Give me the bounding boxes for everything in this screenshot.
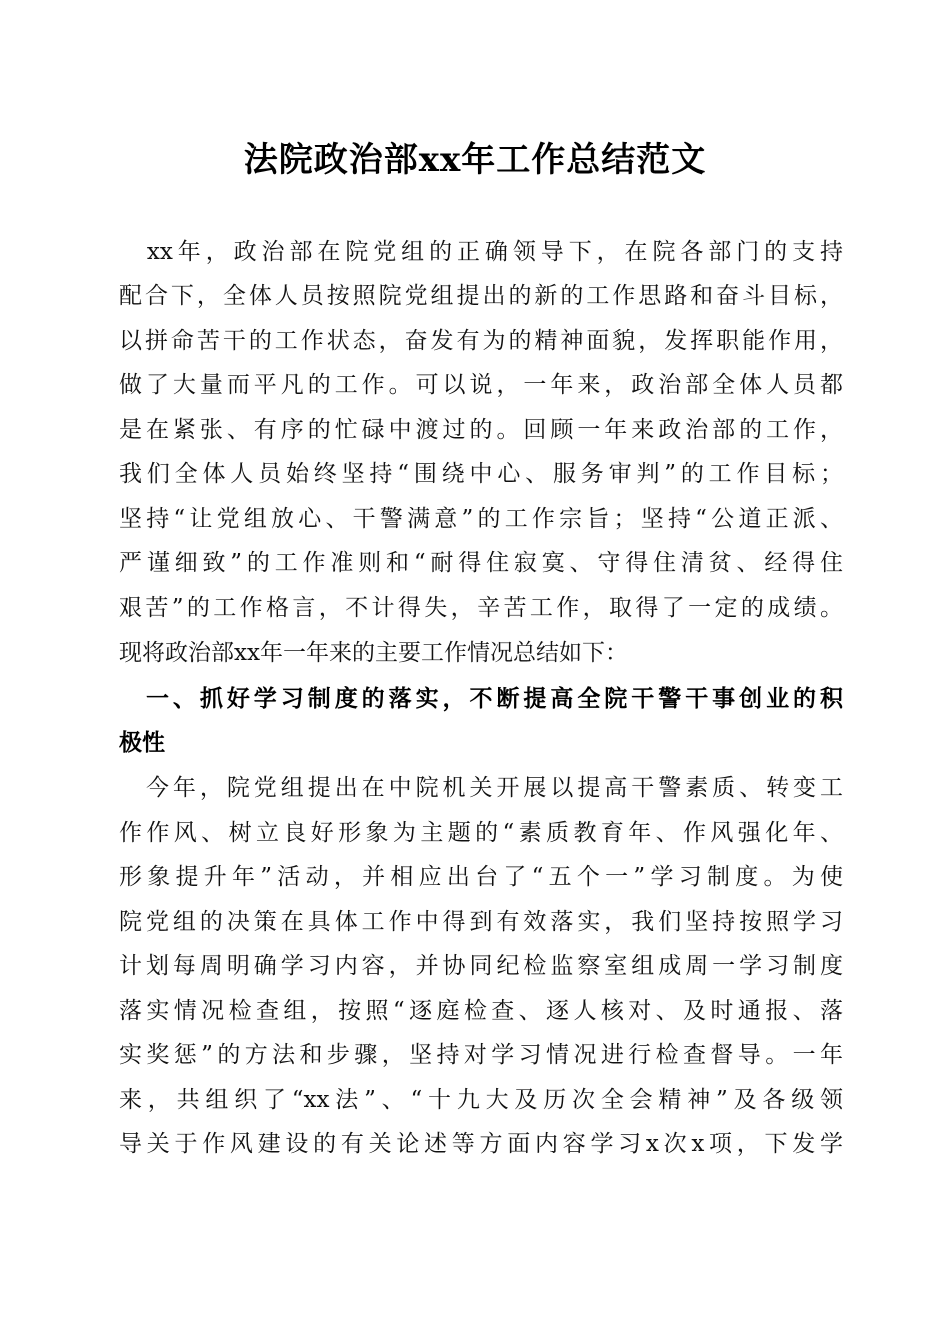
paragraph-line: 严谨细致”的工作准则和“耐得住寂寞、守得住清贫、经得住 [119,550,843,576]
paragraph-line: 形象提升年”活动，并相应出台了“五个一”学习制度。为使 [119,864,843,890]
paragraph-line: 计划每周明确学习内容，并协同纪检监察室组成周一学习制度 [119,953,843,979]
section-heading: 一、抓好学习制度的落实，不断提高全院干警干事创业的积 [119,686,843,712]
paragraph-line: 是在紧张、有序的忙碌中渡过的。回顾一年来政治部的工作， [119,417,843,443]
paragraph-line: 今年，院党组提出在中院机关开展以提高干警素质、转变工 [119,775,843,801]
paragraph-line: 我们全体人员始终坚持“围绕中心、服务审判”的工作目标； [119,461,843,487]
paragraph-line: 落实情况检查组，按照“逐庭检查、逐人核对、及时通报、落 [119,998,843,1024]
paragraph-line: 现将政治部xx年一年来的主要工作情况总结如下： [119,640,628,666]
paragraph-line: 来，共组织了“xx法”、“十九大及历次全会精神”及各级领 [119,1087,843,1113]
paragraph-line: 院党组的决策在具体工作中得到有效落实，我们坚持按照学习 [119,909,843,935]
paragraph-line: 做了大量而平凡的工作。可以说，一年来，政治部全体人员都 [119,372,843,398]
paragraph-line: 配合下，全体人员按照院党组提出的新的工作思路和奋斗目标， [119,283,843,309]
paragraph-line: 以拼命苦干的工作状态，奋发有为的精神面貌，发挥职能作用， [119,328,843,354]
paragraph-line: 作作风、树立良好形象为主题的“素质教育年、作风强化年、 [119,820,843,846]
paragraph-line: 坚持“让党组放心、干警满意”的工作宗旨；坚持“公道正派、 [119,506,843,532]
paragraph-line: 导关于作风建设的有关论述等方面内容学习x次x项，下发学 [119,1131,843,1157]
paragraph-line: 实奖惩”的方法和步骤，坚持对学习情况进行检查督导。一年 [119,1042,843,1068]
section-heading: 极性 [119,730,165,756]
paragraph-line: xx年，政治部在院党组的正确领导下，在院各部门的支持 [119,239,843,265]
paragraph-line: 艰苦”的工作格言，不计得失，辛苦工作，取得了一定的成绩。 [119,595,843,621]
document-title: 法院政治部xx年工作总结范文 [243,140,707,180]
